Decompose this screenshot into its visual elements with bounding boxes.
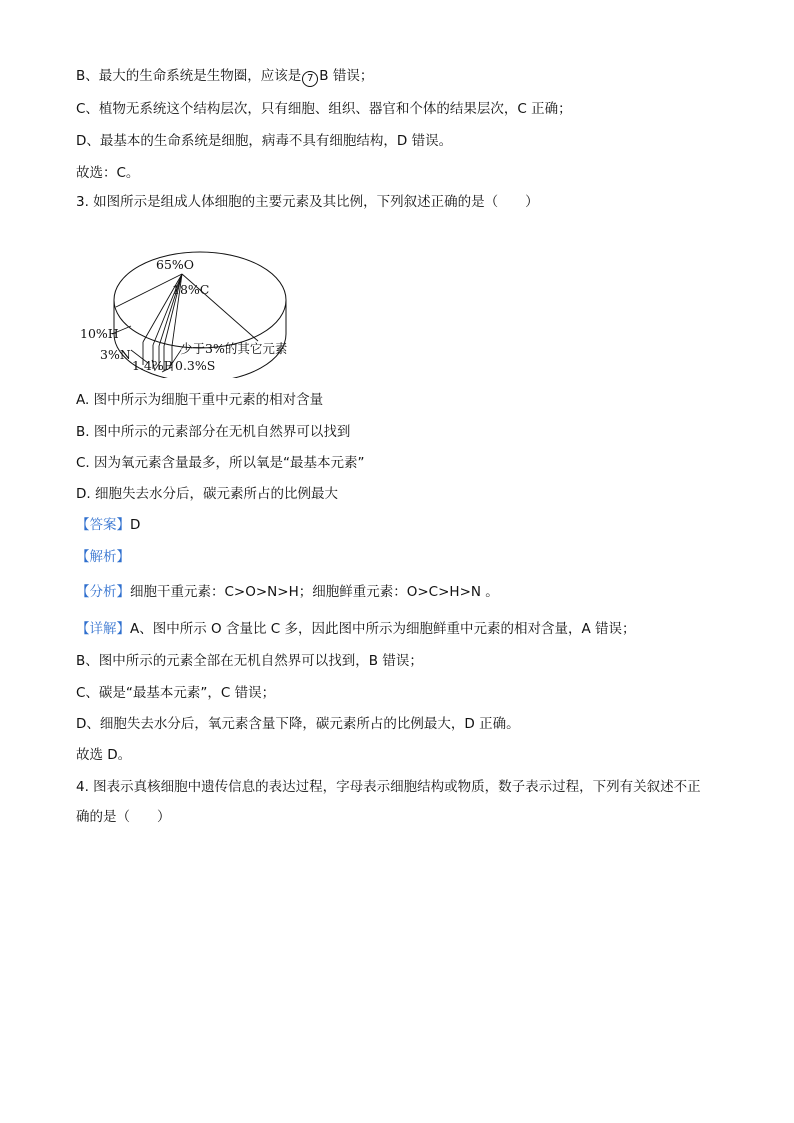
q3-conclusion: 故选 D。 <box>76 747 132 763</box>
q3-question: 3. 如图所示是组成人体细胞的主要元素及其比例，下列叙述正确的是（ ） <box>76 194 539 210</box>
q4-question-line2: 确的是（ ） <box>76 809 171 825</box>
label-hydrogen: 10%H <box>80 326 119 341</box>
pie-top-face <box>114 252 286 348</box>
label-phosphorus: 1.4%P <box>132 358 173 373</box>
element-pie-chart <box>76 238 336 378</box>
analysis-tag: 【解析】 <box>76 549 130 565</box>
label-other-elements: 少于3%的其它元素 <box>180 341 288 356</box>
label-carbon: 18%C <box>172 282 210 297</box>
xiangjie-tag: 【详解】 <box>76 621 130 637</box>
label-oxygen: 65%O <box>156 257 195 272</box>
q2-conclusion: 故选：C。 <box>76 165 140 181</box>
q3-explain-d: D、细胞失去水分后，氧元素含量下降，碳元素所占的比例最大，D 正确。 <box>76 716 520 732</box>
circled-number: 7 <box>302 71 318 87</box>
label-sulfur: 0.3%S <box>175 358 216 373</box>
q3-analysis-heading <box>76 548 130 566</box>
q3-option-a: A. 图中所示为细胞干重中元素的相对含量 <box>76 392 324 408</box>
q3-option-c: C. 因为氧元素含量最多，所以氧是“最基本元素” <box>76 455 365 471</box>
q3-xiangjie: 【详解】A、图中所示 O 含量比 C 多，因此图中所示为细胞鲜重中元素的相对含量，A 错误； <box>76 621 636 637</box>
q2-option-b-explanation: B、最大的生命系统是生物圈，应该是 7 B 错误； <box>76 67 373 87</box>
q4-question-line1: 4. 图表示真核细胞中遗传信息的表达过程，字母表示细胞结构或物质，数子表示过程，下列有关叙述不正 <box>76 779 701 795</box>
q3-explain-b: B、图中所示的元素全部在无机自然界可以找到，B 错误； <box>76 653 423 669</box>
q3-option-d: D. 细胞失去水分后，碳元素所占的比例最大 <box>76 486 338 502</box>
q3-option-b: B. 图中所示的元素部分在无机自然界可以找到 <box>76 424 351 440</box>
q3-explain-c: C、碳是“最基本元素”，C 错误； <box>76 685 276 701</box>
q2-option-c-explanation: C、植物无系统这个结构层次，只有细胞、组织、器官和个体的结果层次，C 正确； <box>76 101 572 117</box>
label-nitrogen: 3%N <box>100 347 131 362</box>
fenxi-tag: 【分析】 <box>76 584 130 600</box>
q3-answer <box>76 516 140 534</box>
q2-option-d-explanation: D、最基本的生命系统是细胞，病毒不具有细胞结构，D 错误。 <box>76 133 453 149</box>
answer-tag: 【答案】 <box>76 517 130 533</box>
answer-value: D <box>130 517 141 533</box>
q3-fenxi: 【分析】细胞干重元素：C>O>N>H；细胞鲜重元素：O>C>H>N 。 <box>76 584 499 600</box>
